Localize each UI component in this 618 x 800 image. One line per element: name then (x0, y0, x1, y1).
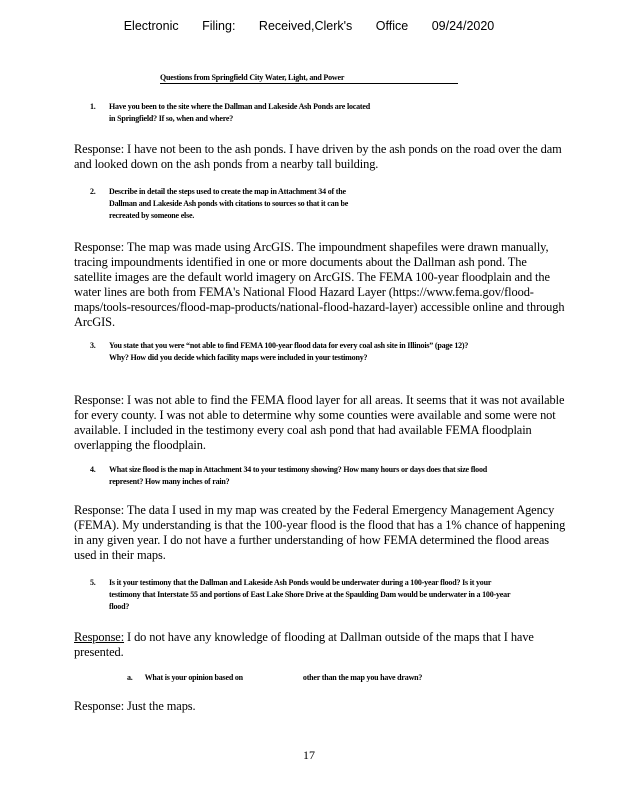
question-2 (90, 186, 390, 222)
subquestion-text: What is your opinion based on (144, 673, 243, 682)
question-5 (90, 577, 520, 613)
response-label: Response: (74, 503, 125, 517)
response-1 (74, 142, 566, 172)
response-5 (74, 630, 566, 660)
response-text: I was not able to find the FEMA flood layer for all areas. It seems that it was not available for every county. I was not able to determine why some counties were available and some were not available. I included in the testimony every coal ash pond that had available FEMA floodplain overlapping the floodplain. (74, 393, 565, 452)
response-3 (74, 393, 566, 453)
question-number: 1. (90, 102, 96, 111)
subquestion-a (127, 673, 422, 682)
page-number: 17 (303, 748, 315, 762)
question-1 (90, 101, 390, 125)
response-text: The map was made using ArcGIS. The impoundment shapefiles were drawn manually, tracing impoundments identified in one or more documents about the Dallman ash pond. The satellite images are the default world imagery on ArcGIS. The FEMA 100-year floodplain and the water lines are both from FEMA's National Flood Hazard Layer (https://www.fema.gov/flood-maps/tools-resources/flood-map-products/national-flood-hazard-layer) accessible online and through ArcGIS. (74, 240, 565, 329)
question-text: Describe in detail the steps used to create the map in Attachment 34 of the Dallman and Lakeside Ash ponds with citations to sources so that it can be recreated by someone else. (109, 187, 349, 220)
question-number: 3. (90, 341, 96, 350)
question-number: 4. (90, 465, 96, 474)
response-label: Response: (74, 393, 125, 407)
question-4 (90, 464, 520, 488)
response-text: I have not been to the ash ponds. I have driven by the ash ponds on the road over the dam and looked down on the ash ponds from a nearby tall building. (74, 142, 562, 171)
response-label: Response: (74, 142, 125, 156)
response-label: Response: (74, 699, 125, 713)
response-text: Just the maps. (124, 699, 196, 713)
response-4 (74, 503, 566, 563)
question-text: You state that you were “not able to find FEMA 100-year flood data for every coal ash site in Illinois” (page 12)? Why? How did you decide which facility maps were included in your testimony? (109, 341, 469, 362)
question-text: Have you been to the site where the Dallman and Lakeside Ash Ponds are located in Springfield? If so, when and where? (109, 102, 370, 123)
question-number: 2. (90, 187, 96, 196)
response-text: The data I used in my map was created by the Federal Emergency Management Agency (FEMA). My understanding is that the 100-year flood is the flood that has a 1% chance of happening in any given year. I do not have a further understanding of how FEMA determined the flood areas used in their maps. (74, 503, 566, 562)
response-label: Response: (74, 240, 125, 254)
question-3 (90, 340, 469, 364)
section-header: Questions from Springfield City Water, Light, and Power (160, 73, 458, 84)
response-label: Response: (74, 630, 125, 644)
response-2 (74, 240, 566, 330)
question-number: 5. (90, 578, 96, 587)
efiling-stamp (0, 19, 618, 33)
response-text: I do not have any knowledge of flooding at Dallman outside of the maps that I have presented. (74, 630, 534, 659)
question-text: Is it your testimony that the Dallman and Lakeside Ash Ponds would be underwater during a 100-year flood? Is it your testimony that Interstate 55 and portions of East Lake Shore Drive at the Spaulding Dam would be underwater in a 100-year flood? (109, 578, 511, 611)
stamp-date: 09/24/2020 (431, 19, 495, 33)
stamp-word: Electronic (123, 19, 179, 33)
question-text: What size flood is the map in Attachment 34 to your testimony showing? How many hours or days does that size flood represent? How many inches of rain? (109, 465, 488, 486)
response-6 (74, 699, 566, 714)
subquestion-letter: a. (127, 673, 133, 682)
stamp-word: Office (375, 19, 409, 33)
subquestion-text-2: other than the map you have drawn? (302, 673, 423, 682)
stamp-word: Received,Clerk's (258, 19, 353, 33)
stamp-word: Filing: (202, 19, 236, 33)
